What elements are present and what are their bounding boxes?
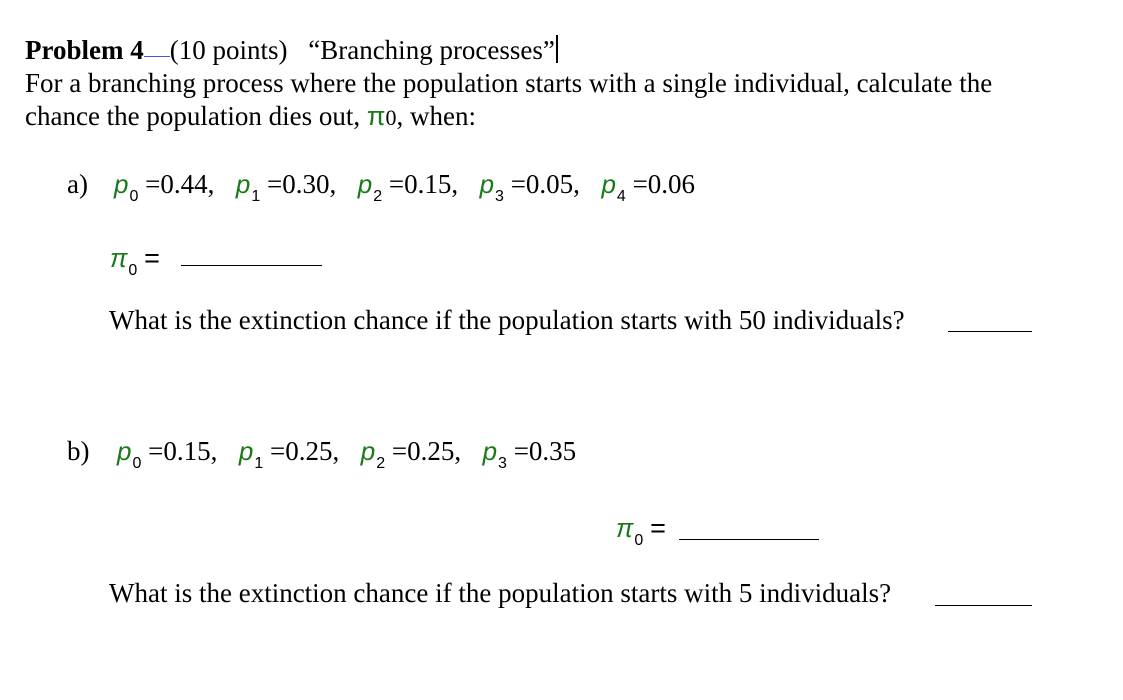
prob-a-3: $p_3 =0.05$, bbox=[479, 169, 580, 205]
header-underline-gap bbox=[144, 56, 170, 57]
part-a-question-blank[interactable] bbox=[948, 331, 1032, 332]
problem-points: (10 points) bbox=[169, 35, 288, 65]
intro-line-2 bbox=[25, 100, 476, 134]
intro-line-1: For a branching process where the population starts with a single individual, calculate the bbox=[25, 68, 993, 98]
prob-a-1: $p_1 =0.30$, bbox=[235, 169, 337, 205]
problem-label: Problem 4 bbox=[25, 35, 144, 65]
pi-symbol: π bbox=[366, 101, 386, 131]
prob-b-3: $p_3 =0.35$ bbox=[482, 436, 577, 472]
problem-title: “Branching processes” bbox=[308, 35, 555, 65]
part-b-question: What is the extinction chance if the population starts with 5 individuals? bbox=[109, 578, 892, 608]
prob-b-2: $p_2 =0.25$, bbox=[360, 436, 462, 472]
part-b-pi-answer-blank[interactable] bbox=[679, 539, 819, 540]
part-a-probabilities bbox=[114, 168, 695, 205]
pi-subscript: 0 bbox=[385, 105, 397, 130]
part-b-label: b) bbox=[67, 436, 90, 466]
intro-tail: , when: bbox=[396, 101, 477, 131]
part-a-pi-answer-label: $\pi_0$ = bbox=[110, 243, 160, 279]
text-cursor bbox=[556, 35, 558, 63]
prob-b-1: $p_1 =0.25$, bbox=[238, 436, 340, 472]
part-a-label: a) bbox=[67, 169, 88, 199]
part-b-pi-answer-label: $\pi_0$ = bbox=[616, 513, 666, 549]
intro-text: chance the population dies out, bbox=[25, 101, 367, 131]
prob-a-2: $p_2 =0.15$, bbox=[357, 169, 459, 205]
problem-header bbox=[25, 34, 558, 66]
part-a-pi-answer-blank[interactable] bbox=[181, 265, 322, 266]
part-b-probabilities bbox=[117, 435, 576, 472]
prob-a-0: $p_0 =0.44$, bbox=[114, 169, 215, 205]
prob-a-4: $p_4 =0.06$ bbox=[601, 169, 696, 205]
part-b-question-blank[interactable] bbox=[935, 605, 1032, 606]
prob-b-0: $p_0 =0.15$, bbox=[117, 436, 218, 472]
part-a-question: What is the extinction chance if the population starts with 50 individuals? bbox=[109, 305, 905, 335]
